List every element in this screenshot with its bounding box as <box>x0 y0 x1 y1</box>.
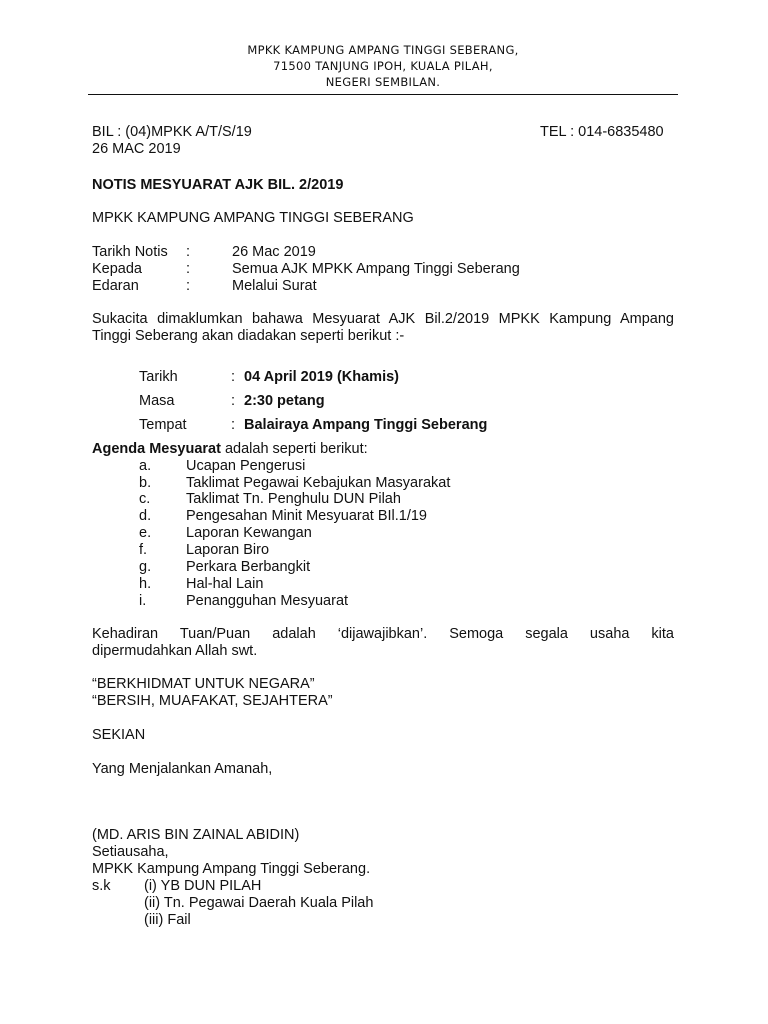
agenda-item-letter: i. <box>139 593 147 609</box>
signatory-organization: MPKK Kampung Ampang Tinggi Seberang. <box>92 861 371 877</box>
agenda-item-letter: e. <box>139 525 152 541</box>
letterhead-divider <box>88 94 678 95</box>
cc-item: (i) YB DUN PILAH <box>144 878 262 894</box>
detail-label: Tarikh Notis <box>92 244 168 260</box>
letterhead-line-3: NEGERI SEMBILAN. <box>325 75 441 89</box>
agenda-item-letter: g. <box>139 559 152 575</box>
agenda-item-text: Penangguhan Mesyuarat <box>186 593 349 609</box>
cc-item: (iii) Fail <box>144 912 191 928</box>
agenda-item-letter: a. <box>139 458 152 474</box>
agenda-item-text: Ucapan Pengerusi <box>186 458 306 474</box>
agenda-item-text: Perkara Berbangkit <box>186 559 311 575</box>
agenda-item-text: Pengesahan Minit Mesyuarat BIl.1/19 <box>186 508 427 524</box>
closing-sekian: SEKIAN <box>92 727 146 743</box>
detail-label: Kepada <box>92 261 142 277</box>
agenda-item-letter: d. <box>139 508 152 524</box>
detail-colon: : <box>186 244 191 260</box>
attendance-line-1: Kehadiran Tuan/Puan adalah ‘dijawajibkan’. Semoga segala usaha kita <box>92 626 674 642</box>
letterhead-line-2: 71500 TANJUNG IPOH, KUALA PILAH, <box>273 59 493 73</box>
meeting-value: Balairaya Ampang Tinggi Seberang <box>244 417 488 433</box>
detail-value: Semua AJK MPKK Ampang Tinggi Seberang <box>232 261 520 277</box>
detail-label: Edaran <box>92 278 139 294</box>
agenda-item-letter: f. <box>139 542 148 558</box>
closing-amanah: Yang Menjalankan Amanah, <box>92 761 273 777</box>
agenda-heading-rest: adalah seperti berikut: <box>220 441 368 457</box>
letterhead-line-1: MPKK KAMPUNG AMPANG TINGGI SEBERANG, <box>247 43 519 57</box>
meeting-colon: : <box>231 393 236 409</box>
agenda-item-text: Laporan Kewangan <box>186 525 312 541</box>
detail-colon: : <box>186 278 191 294</box>
agenda-item-letter: h. <box>139 576 152 592</box>
intro-line-1: Sukacita dimaklumkan bahawa Mesyuarat AJK Bil.2/2019 MPKK Kampung Ampang <box>92 311 674 327</box>
meeting-label: Tempat <box>139 417 187 433</box>
intro-line-2: Tinggi Seberang akan diadakan seperti berikut :- <box>92 328 405 344</box>
attendance-line-2: dipermudahkan Allah swt. <box>92 643 258 659</box>
notice-title: NOTIS MESYUARAT AJK BIL. 2/2019 <box>92 177 344 193</box>
meeting-label: Masa <box>139 393 175 409</box>
detail-value: Melalui Surat <box>232 278 317 294</box>
signatory-name: (MD. ARIS BIN ZAINAL ABIDIN) <box>92 827 300 843</box>
detail-colon: : <box>186 261 191 277</box>
agenda-item-text: Taklimat Tn. Penghulu DUN Pilah <box>186 491 401 507</box>
meeting-colon: : <box>231 369 236 385</box>
agenda-item-text: Hal-hal Lain <box>186 576 264 592</box>
telephone-number: TEL : 014-6835480 <box>540 124 664 140</box>
cc-label: s.k <box>92 878 111 894</box>
agenda-item-text: Laporan Biro <box>186 542 270 558</box>
agenda-item-letter: b. <box>139 475 152 491</box>
meeting-value: 2:30 petang <box>244 393 325 409</box>
detail-value: 26 Mac 2019 <box>232 244 316 260</box>
cc-item: (ii) Tn. Pegawai Daerah Kuala Pilah <box>144 895 374 911</box>
meeting-label: Tarikh <box>139 369 178 385</box>
slogan-2: “BERSIH, MUAFAKAT, SEJAHTERA” <box>92 693 333 709</box>
signatory-position: Setiausaha, <box>92 844 169 860</box>
letter-date: 26 MAC 2019 <box>92 141 181 157</box>
letterhead <box>88 42 678 90</box>
organization-name: MPKK KAMPUNG AMPANG TINGGI SEBERANG <box>92 210 414 226</box>
agenda-item-letter: c. <box>139 491 151 507</box>
agenda-heading-bold: Agenda Mesyuarat <box>92 441 221 457</box>
agenda-heading <box>92 441 368 457</box>
meeting-value: 04 April 2019 (Khamis) <box>244 369 399 385</box>
reference-number: BIL : (04)MPKK A/T/S/19 <box>92 124 252 140</box>
meeting-colon: : <box>231 417 236 433</box>
slogan-1: “BERKHIDMAT UNTUK NEGARA” <box>92 676 315 692</box>
agenda-item-text: Taklimat Pegawai Kebajukan Masyarakat <box>186 475 451 491</box>
